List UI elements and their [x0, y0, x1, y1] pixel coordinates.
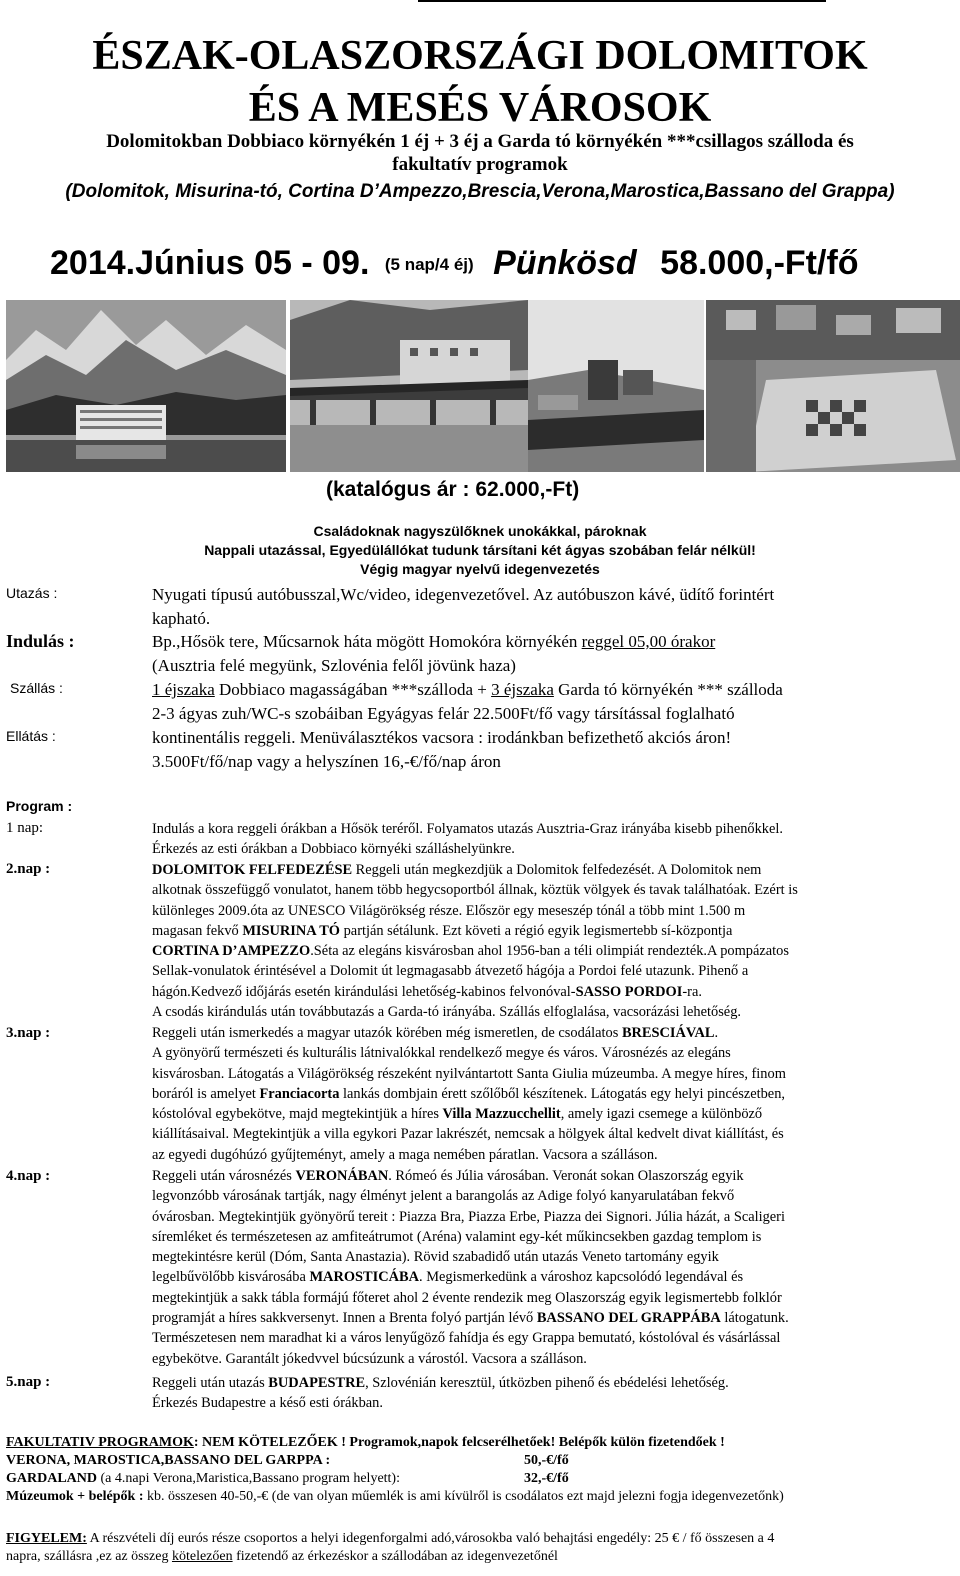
optional-heading: FAKULTATIV PROGRAMOK [6, 1435, 194, 1450]
brescia-name: BRESCIÁVAL [621, 1025, 715, 1041]
day2-text [152, 860, 798, 1022]
travel-label: Utazás : [6, 585, 58, 601]
optional-row2-price: 32,-€/fő [524, 1471, 569, 1486]
warning-line2-post: fizetendő az érkezéskor a szállodában az idegenvezetőnél [232, 1549, 558, 1564]
day5-label: 5.nap : [6, 1374, 51, 1390]
dolomites-hotel-lake-photo [6, 300, 286, 472]
day3-line3: kisvárosban. Látogatás a Világörökség részeként nyilvántartott Santa Giulia múzeumba. A megye híres, finom [152, 1065, 786, 1082]
subtitle-line1: Dolomitokban Dobbiaco környékén 1 éj + 3 éj a Garda tó környékén ***csillagos szálloda és [106, 131, 854, 152]
day2-line5: .Séta az elegáns kisvárosban ahol 1956-ban a téli olimpiát rendezték.A pompázatos [310, 943, 789, 960]
day2-line7-pre: hágón.Kedvező időjárás esetén kirándulási lehetőség-kabinos felvonóval- [152, 983, 576, 1000]
meals-text [152, 726, 731, 774]
day2-line1: Reggeli után megkezdjük a Dolomitok felfedezését. A Dolomitok nem [352, 862, 762, 878]
optional-programs [6, 1434, 956, 1506]
lodging-nights-3: 3 éjszaka [491, 680, 554, 699]
cortina-name: CORTINA D’AMPEZZO [152, 943, 311, 960]
departure-label: Indulás : [6, 631, 75, 651]
day4-line4: síremléket és természetesen az amfiteátrumot (Aréna) valamint egy-két műkincsekben gazdag templom is [152, 1228, 762, 1245]
day5-line1-post: , Szlovénián keresztül, útközben pihenő és ebédelési lehetőség. [365, 1375, 729, 1391]
day4-line10: egybekötve. Garantált jókedvvel búcsúzunk a várostól. Vacsora a szálláson. [152, 1350, 587, 1367]
day4-line5: megtekintésre kerül (Dóm, Santa Anastazia). Rövid szabadidő után utazás Veneto tartomány egyik [152, 1249, 719, 1266]
day4-line3: óvárosban. Megtekintjük gyönyörű tereit : Piazza Bra, Piazza Erbe, Piazza dei Signori. Júlia házát, a Scaligeri [152, 1208, 785, 1225]
trip-price: 58.000,-Ft/fő [660, 244, 859, 282]
day4-line8-pre: programját a híres sakkversenyt. Innen a Brenta folyó partján lévő [152, 1310, 537, 1327]
day3-line6: kiállításaival. Megtekintjük a villa egykori Pazar lakrészét, nemcsak a hölgyek által kedvelt divat kiállítást, és [152, 1126, 784, 1143]
subtitle-destinations [0, 180, 960, 203]
travel-line1: Nyugati típusú autóbusszal,Wc/video, idegenvezetővel. Az autóbuszon kávé, üdítő forintért [152, 585, 775, 604]
title-line2: ÉS A MESÉS VÁROSOK [248, 85, 712, 131]
notes-line2: Nappali utazással, Egyedülállókat tudunk társítani két ágyas szobában felár nélkül! [204, 542, 756, 558]
city-rooftops-photo [528, 300, 704, 472]
notes-line3: Végig magyar nyelvű idegenvezetés [360, 561, 600, 577]
day4-line2: legvonzóbb városának tartják, nagy élményt jelent a barangolás az Adige folyó kanyarulatában fekvő [152, 1188, 735, 1205]
day4-line1-post: . Rómeó és Júlia városában. Veronát sokan Olaszország egyik [388, 1168, 744, 1184]
trip-length: (5 nap/4 éj) [384, 255, 474, 274]
day1-line2: Érkezés az esti órákban a Dobbiaco környéki szálláshelyünkre. [152, 841, 515, 858]
villa-name: Villa Mazzucchellit [442, 1106, 561, 1123]
lodging-label: Szállás : [10, 680, 63, 696]
catalog-price: (katalógus ár : 62.000,-Ft) [326, 478, 580, 501]
day2-title: DOLOMITOK FELFEDEZÉSE [152, 862, 353, 878]
warning-mandatory: kötelezően [171, 1549, 233, 1564]
marostica-square-photo [706, 300, 960, 472]
day3-line5-pre: kóstolóval egybekötve, majd megtekintjük a híres [152, 1106, 443, 1123]
day4-line1-pre: Reggeli után városnézés [152, 1168, 296, 1184]
lodging-rooms: 2-3 ágyas zuh/WC-s szobáiban Egyágyas felár 22.500Ft/fő vagy társítással foglalható [152, 704, 735, 723]
departure-text [152, 630, 715, 678]
museums-text: kb. összesen 40-50,-€ (de van olyan műemlék is ami kívülről is csodálatos ezt majd jelezni fogja idegenvezetőnk) [143, 1489, 784, 1504]
day3-text [152, 1023, 786, 1165]
day2-line2: alkotnak összefüggő vonulatot, hanem több hegycsoportból állnak, köztük völgyek és tavak találhatóak. Ezért is [152, 882, 798, 899]
travel-line2: kapható. [152, 609, 211, 628]
day3-line1-post: . [714, 1025, 719, 1041]
program-heading: Program : [6, 798, 73, 814]
day3-line4-pre: boráról is amelyet [152, 1085, 260, 1102]
gardaland-name: GARDALAND [6, 1471, 97, 1486]
sasso-pordoi-name: SASSO PORDOI [575, 983, 683, 1000]
day4-line6-pre: legelbűvölőbb kisvárosába [152, 1269, 310, 1286]
day3-line5-post: , amely igazi csemege a különböző [560, 1106, 763, 1123]
subtitle-line2: fakultatív programok [392, 154, 568, 175]
meals-line1: kontinentális reggeli. Menüválasztékos vacsora : irodánkban befizethető akciós áron! [152, 728, 732, 747]
notes-line1: Családoknak nagyszülőknek unokákkal, pároknak [313, 523, 647, 539]
meals-label: Ellátás : [6, 728, 56, 744]
day1-line1: Indulás a kora reggeli órákban a Hősök teréről. Folyamatos utazás Ausztria-Graz irányába kisebb pihenőkkel. [152, 821, 783, 837]
day4-line9: Természetesen nem maradhat ki a város lenyűgöző fahídja és egy Grappa bemutató, kóstolóval és vásárlással [152, 1330, 781, 1347]
day2-label: 2.nap : [6, 861, 51, 877]
day5-line2: Érkezés Budapestre a késő esti órákban. [152, 1395, 383, 1412]
budapest-name: BUDAPESTRE [268, 1375, 366, 1391]
departure-time: reggel 05,00 órakor [581, 632, 716, 651]
day3-line7: az egyedi dugóhúzó gyűjteményt, amely a maga nemében páratlan. Vacsora a szálláson. [152, 1146, 658, 1163]
bassano-bridge-photo [290, 300, 528, 472]
day2-line4-pre: magasan fekvő [152, 922, 243, 939]
day3-label: 3.nap : [6, 1025, 51, 1041]
day5-line1-pre: Reggeli után utazás [152, 1375, 269, 1391]
lodging-nights-1: 1 éjszaka [152, 680, 215, 699]
day2-line6: Sellak-vonulatok érintésével a Dolomit út legmagasabb átvezető hágója a Pordoi felé utazunk. Pihenő a [152, 963, 749, 980]
day3-line1-pre: Reggeli után ismerkedés a magyar utazók körében még ismeretlen, de csodálatos [152, 1025, 622, 1041]
departure-route: (Ausztria felé megyünk, Szlovénia felől jövünk haza) [152, 656, 516, 675]
bassano-name: BASSANO DEL GRAPPÁBA [536, 1310, 721, 1327]
dateline [50, 244, 859, 283]
day4-line7: megtekintjük a sakk tábla formájú főteret ahol 2 évente rendezik meg Olaszország egyik legismertebb folklór [152, 1289, 782, 1306]
day4-text [152, 1166, 789, 1369]
warning-block [6, 1530, 956, 1566]
day5-text [152, 1373, 729, 1414]
day4-label: 4.nap : [6, 1168, 51, 1184]
travel-text [152, 583, 774, 631]
optional-row2-label: (a 4.napi Verona,Maristica,Bassano program helyett): [97, 1471, 400, 1486]
trip-date: 2014.Június 05 - 09. [50, 244, 370, 282]
verona-name: VERONÁBAN [295, 1168, 389, 1184]
day4-line6-post: . Megismerkedünk a városhoz kapcsolódó legendával és [419, 1269, 744, 1286]
marostica-name: MAROSTICÁBA [309, 1269, 420, 1286]
day2-line7-post: -ra. [682, 983, 702, 1000]
day1-text [152, 819, 783, 860]
departure-place: Bp.,Hősök tere, Műcsarnok háta mögött Homokóra környékén [152, 632, 582, 651]
optional-row1-price: 50,-€/fő [524, 1453, 569, 1468]
title-line1: ÉSZAK-OLASZORSZÁGI DOLOMITOK [92, 33, 868, 79]
day3-line4-post: lankás dombjain érett szőlőből készítenek. Látogatás egy helyi pincészetben, [339, 1085, 785, 1102]
warning-line1: A részvételi díj eurós része csoportos a helyi idegenforgalmi adó,városokba való behajtási engedély: 25 € / fő összesen a 4 [86, 1531, 775, 1546]
subtitle-line3: (Dolomitok, Misurina-tó, Cortina D’Ampezzo,Brescia,Verona,Marostica,Bassano del Grappa) [65, 181, 895, 202]
day4-line8-post: látogatunk. [720, 1310, 789, 1327]
optional-heading-rest: : NEM KÖTELEZŐEK ! Programok,napok felcserélhetőek! Belépők külön fizetendőek ! [193, 1435, 725, 1450]
lodging-text [152, 678, 783, 726]
lodging-part-d: Garda tó környékén *** szálloda [553, 680, 783, 699]
museums-label: Múzeumok + belépők : [6, 1489, 144, 1504]
notes-block [0, 522, 960, 579]
day2-line3: különleges 2009.óta az UNESCO Világörökség része. Először egy meseszép tónál a több mint 1.500 m [152, 902, 746, 919]
title-block [0, 30, 960, 134]
holiday-name: Pünkösd [493, 244, 637, 282]
top-rule [418, 0, 826, 2]
optional-row1-label: VERONA, MAROSTICA,BASSANO DEL GARPPA : [6, 1453, 331, 1468]
warning-label: FIGYELEM: [6, 1531, 87, 1546]
warning-line2-pre: napra, szállásra ,ez az összeg [6, 1549, 172, 1564]
lodging-part-b: Dobbiaco magasságában ***szálloda + [214, 680, 492, 699]
day2-line4-post: partján sétálunk. Ezt követi a régió egyik legismertebb sí-központja [340, 922, 733, 939]
day2-line8: A csodás kirándulás után továbbutazás a Garda-tó irányába. Szállás elfoglalása, vacsorázási lehetőség. [152, 1004, 741, 1021]
day1-label: 1 nap: [6, 820, 44, 836]
misurina-name: MISURINA TÓ [242, 922, 341, 939]
franciacorta-name: Franciacorta [259, 1085, 340, 1102]
day3-line2: A gyönyörű természeti és kulturális látnivalókkal rendelkező megye és város. Városnézés az elegáns [152, 1045, 731, 1062]
meals-line2: 3.500Ft/fő/nap vagy a helyszínen 16,-€/fő/nap áron [152, 752, 501, 771]
subtitle-block [0, 130, 960, 176]
